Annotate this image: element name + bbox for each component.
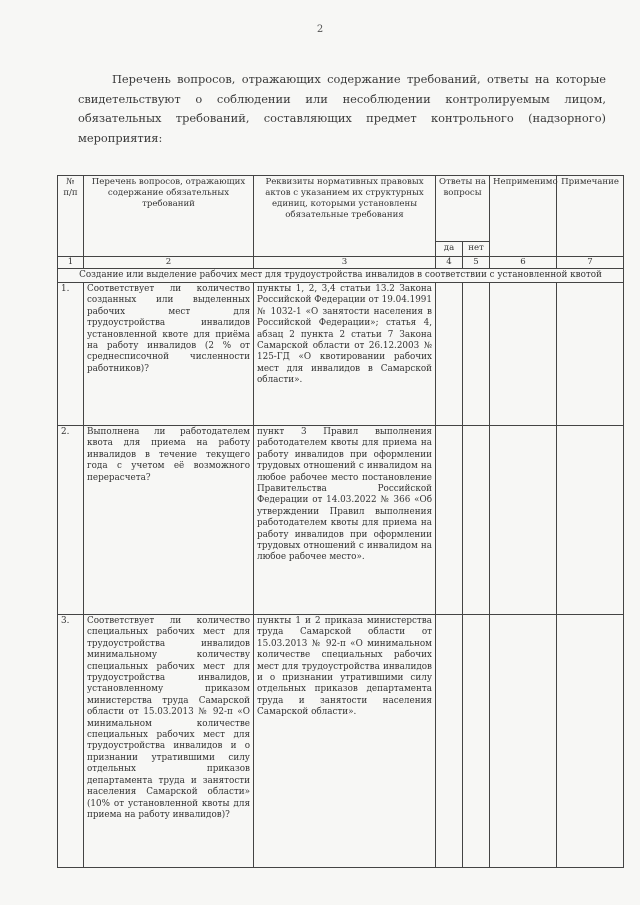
column-number: 5 bbox=[463, 257, 490, 269]
column-numbers-row bbox=[58, 257, 624, 269]
intro-paragraph: Перечень вопросов, отражающих содержание требований, ответы на которые свидетельствуют о соблюдении или несоблюдении контролируемым лицом, обязательных требований, составляющих предмет контрольного (надзорного) мероприятия: bbox=[78, 72, 606, 145]
column-number: 3 bbox=[254, 257, 436, 269]
requisites-cell: пункт 3 Правил выполнения работодателем квоты для приема на работу инвалидов при оформлении трудовых отношений с инвалидом на любое рабочее место постановление Правительства Российской Федерации от 14.03.2022 № 366 «Об утверждении Правил выполнения работодателем квоты для приема на работу инвалидов при оформлении трудовых отношений с инвалидом на любое рабочее место». bbox=[254, 426, 436, 615]
header-num: № п/п bbox=[58, 176, 84, 257]
column-number: 2 bbox=[84, 257, 254, 269]
note-cell bbox=[557, 283, 624, 426]
row-number: 3. bbox=[58, 615, 84, 868]
header-requisites: Реквизиты нормативных правовых актов с указанием их структурных единиц, которыми установлены обязательные требования bbox=[254, 176, 436, 257]
row-number: 1. bbox=[58, 283, 84, 426]
question-cell: Соответствует ли количество специальных рабочих мест для трудоустройства инвалидов минимальному количеству специальных рабочих мест для трудоустройства инвалидов, установленному приказом министерства труда Самарской области от 15.03.2013 № 92-п «О минимальном количестве специальных рабочих мест для трудоустройства инвалидов и о признании утратившими силу отдельных приказов департамента труда и занятости населения Самарской области» (10% от установленной квоты для приема на работу инвалидов)? bbox=[84, 615, 254, 868]
answer-yes-cell bbox=[436, 426, 463, 615]
header-not-applicable: Неприменимо bbox=[490, 176, 557, 257]
section-row bbox=[58, 269, 624, 283]
header-no: нет bbox=[463, 242, 490, 257]
header-row bbox=[58, 176, 624, 242]
requisites-cell: пункты 1, 2, 3,4 статьи 13.2 Закона Российской Федерации от 19.04.1991 № 1032-1 «О занятости населения в Российской Федерации»; статья 4, абзац 2 пункта 2 статьи 7 Закона Самарской области от 26.12.2003 № 125-ГД «О квотировании рабочих мест для инвалидов в Самарской области». bbox=[254, 283, 436, 426]
column-number: 6 bbox=[490, 257, 557, 269]
column-number: 7 bbox=[557, 257, 624, 269]
question-cell: Соответствует ли количество созданных или выделенных рабочих мест для трудоустройства инвалидов установленной квоте для приёма на работу инвалидов (2 % от среднесписочной численности работников)? bbox=[84, 283, 254, 426]
note-cell bbox=[557, 426, 624, 615]
header-yes: да bbox=[436, 242, 463, 257]
not-applicable-cell bbox=[490, 283, 557, 426]
answer-yes-cell bbox=[436, 283, 463, 426]
header-questions: Перечень вопросов, отражающих содержание обязательных требований bbox=[84, 176, 254, 257]
header-answers: Ответы на вопросы bbox=[436, 176, 490, 242]
column-number: 4 bbox=[436, 257, 463, 269]
answer-yes-cell bbox=[436, 615, 463, 868]
not-applicable-cell bbox=[490, 426, 557, 615]
note-cell bbox=[557, 615, 624, 868]
table-row bbox=[58, 615, 624, 868]
not-applicable-cell bbox=[490, 615, 557, 868]
answer-no-cell bbox=[463, 426, 490, 615]
table-row bbox=[58, 426, 624, 615]
checklist-table bbox=[57, 175, 624, 868]
answer-no-cell bbox=[463, 283, 490, 426]
row-number: 2. bbox=[58, 426, 84, 615]
page-number: 2 bbox=[316, 24, 324, 35]
column-number: 1 bbox=[58, 257, 84, 269]
question-cell: Выполнена ли работодателем квота для приема на работу инвалидов в течение текущего года с учетом её возможного перерасчета? bbox=[84, 426, 254, 615]
answer-no-cell bbox=[463, 615, 490, 868]
table-row bbox=[58, 283, 624, 426]
header-note: Примечание bbox=[557, 176, 624, 257]
section-title: Создание или выделение рабочих мест для трудоустройства инвалидов в соответствии с установленной квотой bbox=[58, 269, 624, 283]
requisites-cell: пункты 1 и 2 приказа министерства труда Самарской области от 15.03.2013 № 92-п «О минимальном количестве специальных рабочих мест для трудоустройства инвалидов и о признании утратившими силу отдельных приказов департамента труда и занятости населения Самарской области». bbox=[254, 615, 436, 868]
